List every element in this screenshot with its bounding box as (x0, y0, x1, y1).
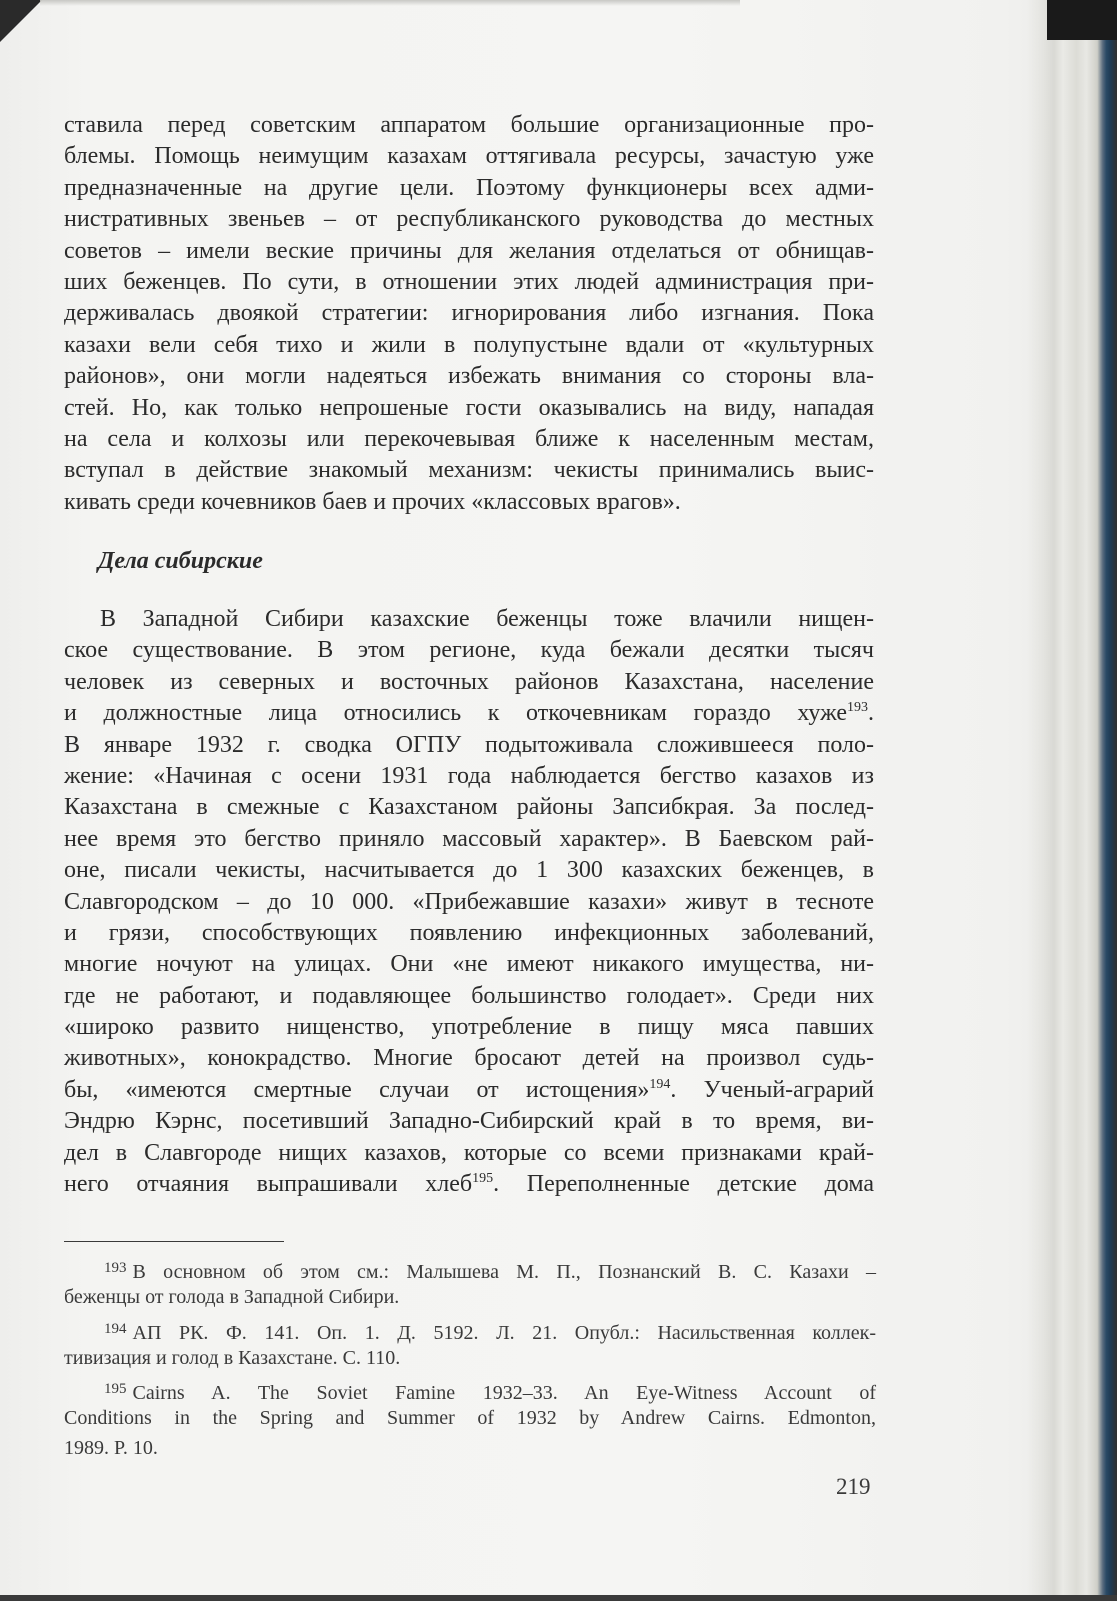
text-line: советов – имели веские причины для желания отделаться от обнищав- (64, 237, 874, 264)
page-top-edge (40, 0, 740, 6)
text-line: Славгородском – до 10 000. «Прибежавшие казахи» живут в тесноте (64, 888, 874, 915)
text-segment: . Переполненные детские дома (493, 1171, 875, 1198)
text-line: нистративных звеньев – от республиканского руководства до местных (64, 206, 874, 233)
text-line: В Западной Сибири казахские беженцы тоже влачили нищен- (100, 606, 874, 632)
text-segment: . Ученый-аграрий (670, 1076, 874, 1103)
text-line: вступал в действие знакомый механизм: чекисты принимались выис- (64, 457, 874, 484)
text-line: Эндрю Кэрнс, посетивший Западно-Сибирский край в то время, ви- (64, 1108, 874, 1135)
footnotes (64, 1254, 876, 1465)
section-heading: Дела сибирские (98, 548, 263, 574)
footnote-ref-193[interactable]: 193 (847, 700, 868, 716)
text-segment: него отчаяния выпрашивали хлеб (64, 1171, 473, 1198)
footnote-divider (64, 1241, 284, 1242)
paragraph-1 (64, 110, 874, 518)
text-line: ших беженцев. По сути, в отношении этих людей администрация при- (64, 268, 874, 295)
footnote-number: 193 (104, 1260, 127, 1276)
text-line: Казахстана в смежные с Казахстаном районы Запсибкрая. За послед- (64, 794, 874, 821)
footnote-line: 1989. P. 10. (64, 1436, 158, 1459)
text-line: «широко развито нищенство, употребление в пищу мяса павших (64, 1014, 874, 1041)
footnote-194 (64, 1315, 876, 1374)
text-line: предназначенные на другие цели. Поэтому функционеры всех адми- (64, 174, 874, 201)
footnote-line (64, 1375, 876, 1404)
text-line: на села и колхозы или перекочевывая ближе к населенным местам, (64, 425, 874, 452)
text-line: многие ночуют на улицах. Они «не имеют никакого имущества, ни- (64, 951, 874, 978)
footnote-number: 195 (104, 1381, 127, 1398)
text-line: и должностные лица относились к откочевникам гораздо хуже$^{193}$. (64, 700, 874, 727)
footnote-line: Conditions in the Spring and Summer of 1932 by Andrew Cairns. Edmonton, (64, 1407, 876, 1430)
text-line: В январе 1932 г. сводка ОГПУ подытоживала сложившееся поло- (64, 731, 874, 758)
footnote-ref-194[interactable]: 194 (649, 1076, 671, 1092)
footnote-line: беженцы от голода в Западной Сибири. (64, 1286, 400, 1309)
text-line: кивать среди кочевников баев и прочих «классовых врагов». (64, 488, 681, 515)
text-line (64, 1169, 874, 1200)
footnote-195 (64, 1375, 876, 1463)
text-line: жение: «Начиная с осени 1931 года наблюдается бегство казахов из (64, 762, 874, 789)
footnote-ref-195[interactable]: 195 (472, 1171, 494, 1187)
footnote-text: В основном об этом см.: Малышева М. П., Познанский В. С. Казахи – (132, 1261, 876, 1283)
text-line: казахи вели себя тихо и жили в полупустыне вдали от «культурных (64, 331, 874, 358)
text-line: дел в Славгороде нищих казахов, которые со всеми признаками край- (64, 1139, 874, 1166)
book-spine-edge (1027, 0, 1117, 1601)
text-line: районов», они могли надеяться избежать внимания со стороны вла- (64, 363, 874, 390)
page-bottom-edge (0, 1595, 1117, 1601)
book-corner-dark (1047, 0, 1117, 40)
footnote-text: Cairns A. The Soviet Famine 1932–33. An Eye-Witness Account of (132, 1382, 876, 1405)
text-line: нее время это бегство приняло массовый характер». В Баевском рай- (64, 825, 874, 852)
text-line: оне, писали чекисты, насчитывается до 1 300 казахских беженцев, в (64, 857, 874, 884)
text-line: где не работают, и подавляющее большинство голодает». Среди них (64, 982, 874, 1009)
footnote-line (64, 1254, 876, 1283)
text-segment: и должностные лица относились к откочевникам гораздо хуже (64, 700, 847, 727)
text-line: держивалась двоякой стратегии: игнорирования либо изгнания. Пока (64, 300, 874, 327)
text-segment: бы, «имеются смертные случаи от истощения» (64, 1076, 650, 1103)
page-corner-shadow (0, 0, 42, 42)
text-line: ское существование. В этом регионе, куда бежали десятки тысяч (64, 637, 874, 664)
text-line: стей. Но, как только непрошеные гости оказывались на виду, нападая (64, 394, 874, 421)
text-line: животных», конокрадство. Многие бросают детей на произвол судь- (64, 1045, 874, 1072)
text-line: блемы. Помощь неимущим казахам оттягивала ресурсы, зачастую уже (64, 143, 874, 170)
footnote-line: тивизация и голод в Казахстане. С. 110. (64, 1346, 401, 1369)
footnote-line (64, 1315, 876, 1344)
footnote-193 (64, 1254, 876, 1313)
page-number: 219 (836, 1474, 871, 1499)
footnote-number: 194 (104, 1320, 127, 1337)
text-line: и грязи, способствующих появлению инфекционных заболеваний, (64, 919, 874, 946)
footnote-text: АП РК. Ф. 141. Оп. 1. Д. 5192. Л. 21. Опубл.: Насильственная коллек- (132, 1321, 876, 1344)
paragraph-2 (64, 604, 874, 1200)
text-line: ставила перед советским аппаратом большие организационные про- (64, 112, 874, 138)
text-line: человек из северных и восточных районов Казахстана, население (64, 668, 874, 695)
text-line (64, 1075, 874, 1106)
